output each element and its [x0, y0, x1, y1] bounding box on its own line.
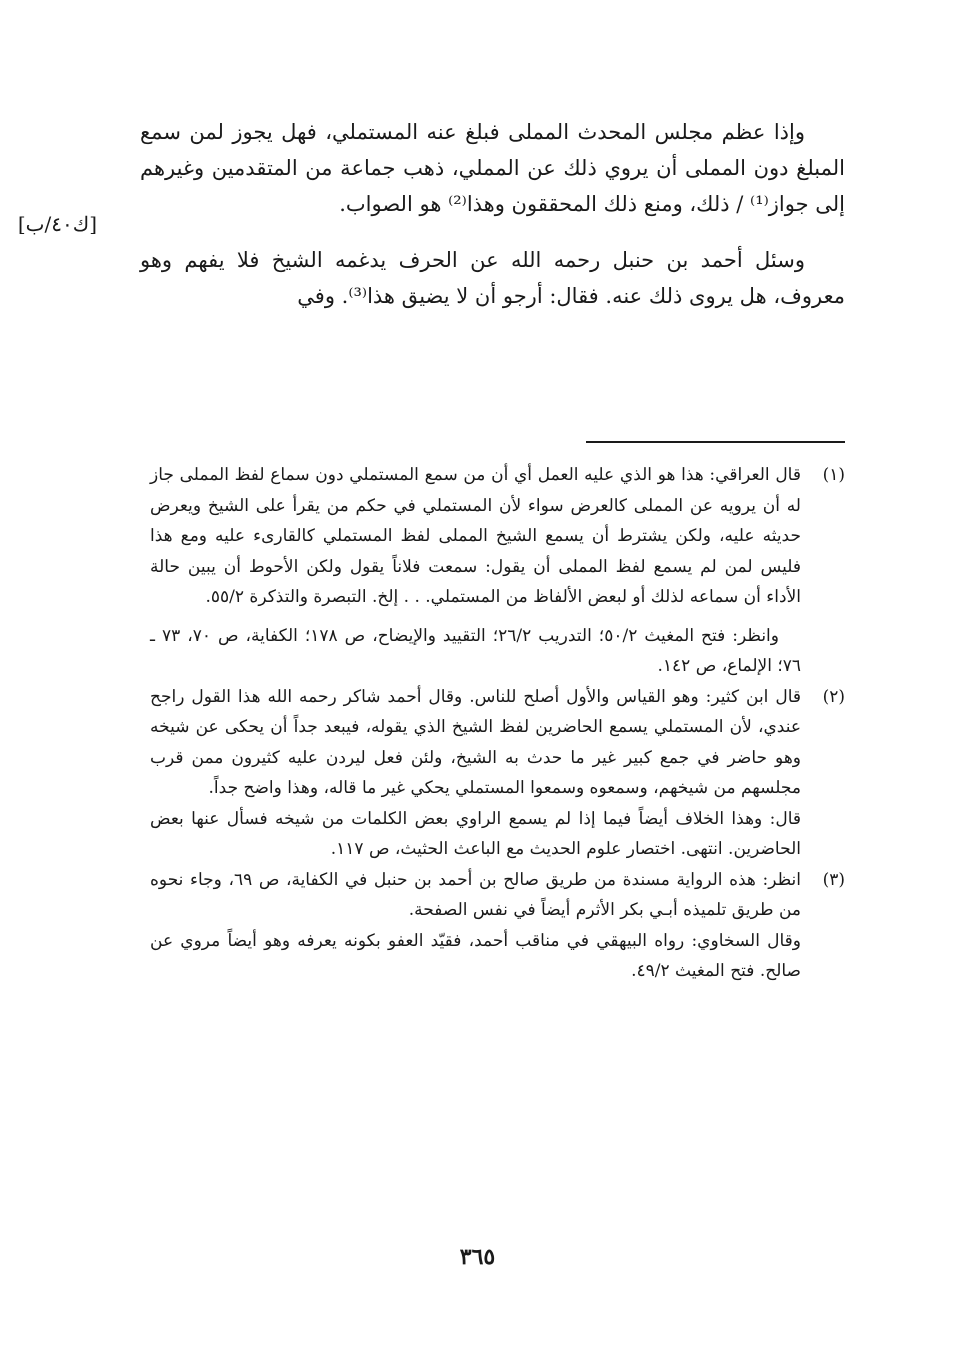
main-paragraph-1: وإذا عظم مجلس المحدث المملى فبلغ عنه المستملي، فهل يجوز لمن سمع المبلغ دون المملى أن يروي ذلك عن المملي، ذهب جماعة من المتقدمين وغيرهم إلى جواز⁽¹⁾ / ذلك، ومنع ذلك المحققون وهذا⁽²⁾ هو الصواب. — [140, 120, 845, 216]
footnote-divider — [586, 441, 845, 443]
main-paragraph-2: وسئل أحمد بن حنبل رحمه الله عن الحرف يدغمه الشيخ فلا يفهم وهو معروف، هل يروى ذلك عنه. فقال: أرجو أن لا يضيق هذا⁽³⁾. وفي — [140, 248, 845, 308]
footnote-number: (٣) — [822, 869, 845, 890]
main-text — [140, 114, 845, 334]
footnote-text: قال: وهذا الخلاف أيضاً فيما إذا لم يسمع الراوي بعض الكلمات من شيخه فسأل عنها بعض الحاضرين. انتهى. اختصار علوم الحديث مع الباعث الحثيث، ص ١١٧. — [150, 808, 801, 859]
footnote-number: (٢) — [822, 686, 845, 707]
footnote-text: انظر: هذه الرواية مسندة من طريق صالح بن أحمد بن حنبل في الكفاية، ص ٦٩، وجاء نحوه من طريق تلميذه أبـي بكر الأثرم أيضاً في نفس الصفحة. — [150, 869, 801, 920]
footnote-text: وانظر: فتح المغيث ٥٠/٢؛ التدريب ٢٦/٢؛ التقييد والإيضاح، ص ١٧٨؛ الكفاية، ص ٧٠، ٧٣ ـ ٧٦؛ الإلماع، ص ١٤٢. — [150, 625, 801, 676]
footnote-text: قال العراقي: هذا هو الذي عليه العمل أي أن من سمع المستملي دون سماع لفظ المملى جاز له أن يرويه عن المملى كالعرض سواء لأن المستملي في حكم من يقرأ على الشيخ ويعرض حديثه عليه، ولكن يشترط أن يسمع الشيخ المملى لفظ المستملي كالقارىء عليه ومع هذا فليس لمن لم يسمع لفظ المملى أن يقول: سمعت فلاناً يقول ولكن الأحوط أن يبين حالة الأداء أن سماعه لذلك أو لبعض الألفاظ من المستملي. . . إلخ. التبصرة والتذكرة ٥٥/٢. — [150, 465, 801, 607]
footnote-1 — [150, 460, 845, 682]
footnote-3 — [150, 865, 845, 987]
margin-folio-note: [ك٤٠/ب] — [17, 212, 97, 236]
footnote-text: وقال السخاوي: رواه البيهقي في مناقب أحمد، فقيّد العفو بكونه يعرفه وهو أيضاً مروي عن صالح. فتح المغيث ٤٩/٢. — [150, 930, 801, 981]
footnote-text: قال ابن كثير: وهو القياس والأول أصلح للناس. وقال أحمد شاكر رحمه الله هذا القول راجح عندي، لأن المستملي يسمع الحاضرين لفظ الشيخ الذي يقوله، فيبعد جداً أن يحكى عن شيخه وهو حاضر في جمع كبير غير ما حدث به الشيخ، ولئن فعل ليردن عليه كثيرون ممن قرب مجلسهم من شيخهم، وسمعوه وسمعوا المستملي يحكي غير ما قاله، وهذا واضح جداً. — [150, 686, 801, 798]
footnote-number: (١) — [822, 465, 845, 485]
footnotes — [150, 460, 845, 987]
page-number: ٣٦٥ — [459, 1244, 496, 1270]
footnote-2 — [150, 682, 845, 865]
